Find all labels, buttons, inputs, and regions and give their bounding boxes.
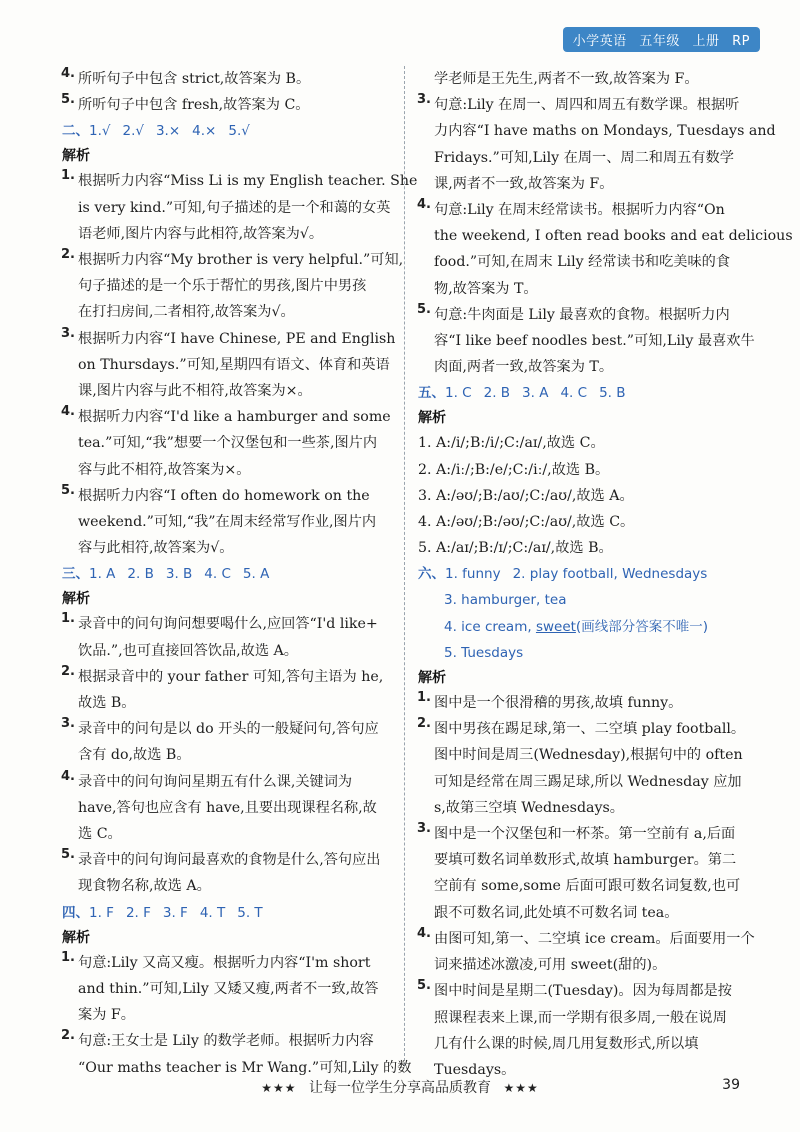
answer-key: 4. T [199, 904, 226, 921]
text-line: 物,故答案为 T。 [434, 280, 538, 297]
right-column [417, 66, 793, 1083]
answer-key: 5. T [237, 904, 263, 921]
answer-key: 2. play football, Wednesdays [512, 566, 708, 583]
item-number: 3. [417, 821, 431, 837]
answer-key: 1. A [89, 566, 116, 583]
text-line: 根据听力内容“My brother is very helpful.”可知, [78, 252, 404, 269]
item-number: 3. [61, 716, 75, 732]
phonetic-line: 2. A:/iː/;B:/e/;C:/iː/,故选 B。 [418, 461, 610, 478]
text-line: 空前有 some,some 后面可跟可数名词复数,也可 [434, 878, 741, 895]
text-line: 图中时间是周三(Wednesday),根据句中的 often [434, 747, 743, 764]
answer-key: 4. C [560, 385, 588, 402]
text-line: 容与此相符,故答案为√。 [78, 540, 234, 557]
left-column [61, 66, 418, 1081]
item-number: 4. [61, 66, 75, 81]
text-line: 学老师是王先生,两者不一致,故答案为 F。 [434, 71, 699, 87]
analysis-heading: 解析 [418, 670, 446, 687]
text-line: 案为 F。 [78, 1007, 135, 1024]
answer-key: 5. A [242, 566, 270, 583]
text-line: 词来描述冰激凌,可用 sweet(甜的)。 [434, 957, 667, 974]
answer-key: 1. C [445, 385, 472, 402]
text-line: 几有什么课的时候,周几用复数形式,所以填 [434, 1035, 699, 1052]
answer-key: 1. F [89, 904, 114, 921]
answer-key: 2.√ [122, 123, 144, 140]
header-badge [563, 27, 760, 52]
section-answers [418, 380, 750, 406]
section-label: 三、 [62, 566, 89, 583]
answer-item [62, 483, 392, 562]
item-number: 1. [417, 690, 431, 706]
footer-stars-left: ★★★ [261, 1081, 297, 1095]
phonetic-line: 4. A:/əʊ/;B:/əʊ/;C:/aʊ/,故选 C。 [418, 514, 635, 531]
text-line: 根据听力内容“I often do homework on the [78, 487, 370, 504]
text-line: 句意:王女士是 Lily 的数学老师。根据听力内容 [78, 1033, 374, 1050]
text-line: on Thursdays.”可知,星期四有语文、体育和英语 [78, 356, 390, 373]
text-line: 句子描述的是一个乐于帮忙的男孩,图片中男孩 [78, 278, 367, 295]
text-line: 含有 do,故选 B。 [78, 747, 191, 764]
answer-text: 4. ice cream, [444, 618, 536, 635]
text-line: is very kind.”可知,句子描述的是一个和蔼的女英 [78, 199, 391, 216]
answer-item [418, 978, 750, 1083]
text-line: food.”可知,在周末 Lily 经常读书和吃美味的食 [434, 254, 731, 271]
text-line: 由图可知,第一、二空填 ice cream。后面要用一个 [434, 930, 755, 947]
item-number: 2. [417, 716, 431, 732]
text-line: 课,两者不一致,故答案为 F。 [434, 175, 614, 192]
text-line: 力内容“I have maths on Mondays, Tuesdays and [434, 123, 776, 140]
column-divider [404, 66, 405, 1066]
grade-label: 五年级 [639, 34, 680, 49]
text-line: 现食物名称,故选 A。 [78, 878, 211, 895]
text-line: 句意:Lily 又高又瘦。根据听力内容“I'm short [78, 954, 371, 971]
text-line: s,故第三空填 Wednesdays。 [434, 799, 624, 816]
section-label: 二、 [62, 123, 89, 140]
subject-label: 小学英语 [572, 34, 627, 49]
text-line: have,答句也应含有 have,且要出现课程名称,故 [78, 799, 377, 816]
answer-item [417, 92, 776, 197]
item-number: 4. [417, 925, 431, 941]
answer-key: 1. funny [445, 566, 501, 583]
answer-item [417, 301, 755, 381]
text-line: “Our maths teacher is Mr Wang.”可知,Lily 的数 [78, 1059, 412, 1076]
item-number: 4. [61, 768, 75, 784]
answer-item [62, 611, 392, 663]
text-line: 故选 B。 [78, 695, 136, 712]
answer-item [61, 168, 418, 247]
phonetic-line: 3. A:/əʊ/;B:/aʊ/;C:/aʊ/,故选 A。 [418, 487, 634, 504]
item-number: 4. [417, 197, 431, 213]
text-line: 根据听力内容“I'd like a hamburger and some [78, 409, 391, 426]
answer-item [62, 404, 392, 483]
text-line: 句意:Lily 在周一、周四和周五有数学课。根据听 [434, 97, 740, 114]
answer-key: 3.× [155, 123, 181, 140]
item-number: 2. [61, 1028, 75, 1044]
answer-key: 1.√ [89, 123, 111, 140]
answer-key: 3. F [162, 904, 188, 921]
text-line: 根据听力内容“Miss Li is my English teacher. She [78, 173, 418, 190]
item-number: 5. [417, 301, 431, 317]
section-label: 六、 [418, 566, 445, 583]
text-line: Fridays.”可知,Lily 在周一、周二和周五有数学 [434, 149, 734, 166]
section-answers [62, 118, 392, 144]
text-line: 录音中的问句是以 do 开头的一般疑问句,答句应 [78, 721, 379, 738]
text-line: 图中时间是星期二(Tuesday)。因为每周都是按 [434, 983, 732, 1000]
answer-key: 2. B [127, 566, 154, 583]
text-line: 录音中的问句询问星期五有什么课,关键词为 [78, 773, 353, 790]
text-line: weekend.”可知,“我”在周末经常写作业,图片内 [78, 514, 377, 531]
item-number: 5. [61, 482, 75, 498]
answer-key: 3. B [165, 566, 193, 583]
answer-item [62, 92, 392, 118]
item-number: 2. [61, 663, 75, 679]
item-number: 3. [417, 92, 431, 108]
item-number: 4. [61, 404, 75, 420]
phonetic-line: 1. A:/i/;B:/i/;C:/aɪ/,故选 C。 [418, 435, 605, 452]
answer-key-line: 3. hamburger, tea [444, 592, 567, 609]
item-number: 1. [61, 168, 75, 184]
text-line: 选 C。 [78, 826, 122, 843]
answer-item [62, 664, 392, 716]
item-number: 2. [61, 247, 75, 263]
answer-note: (画线部分答案不唯一) [575, 618, 708, 635]
volume-label: 上册 [692, 34, 720, 49]
text-line: Tuesdays。 [434, 1061, 516, 1078]
footer-slogan: 让每一位学生分享高品质教育 [309, 1080, 491, 1096]
analysis-heading: 解析 [418, 410, 446, 427]
answer-item [417, 197, 793, 302]
section-answers [62, 561, 392, 587]
text-line: 录音中的问句询问想要喝什么,应回答“I'd like+ [78, 616, 378, 633]
text-line: 照课程表来上课,而一学期有很多周,一般在说周 [434, 1009, 727, 1026]
item-number: 5. [61, 92, 75, 108]
text-line: 在打扫房间,二者相符,故答案为√。 [78, 304, 295, 321]
answer-key: 2. F [125, 904, 151, 921]
answer-item [62, 847, 392, 899]
answer-key: 2. B [483, 385, 511, 402]
text-line: 语老师,图片内容与此相符,故答案为√。 [78, 225, 324, 242]
text-line: 容与此不相符,故答案为×。 [78, 461, 251, 478]
answer-item [61, 247, 404, 326]
text-line: 图中是一个很滑稽的男孩,故填 funny。 [434, 695, 683, 712]
text-line: and thin.”可知,Lily 又矮又瘦,两者不一致,故答 [78, 980, 379, 997]
answer-key: 3. A [522, 385, 549, 402]
answer-item [61, 325, 396, 405]
text-line: 跟不可数名词,此处填不可数名词 tea。 [434, 904, 679, 921]
answer-item [61, 1028, 412, 1080]
text-line: 可知是经常在周三踢足球,所以 Wednesday 应加 [434, 773, 742, 790]
text-line: 课,图片内容与此不相符,故答案为×。 [78, 383, 312, 400]
answer-item [62, 66, 392, 92]
text-line: 录音中的问句询问最喜欢的食物是什么,答句应出 [78, 852, 381, 869]
text-line: 饮品.”,也可直接回答饮品,故选 A。 [78, 642, 298, 659]
answer-item [418, 821, 750, 926]
answer-item [62, 769, 392, 848]
text-line: tea.”可知,“我”想要一个汉堡包和一些茶,图片内 [78, 435, 378, 452]
answer-key: 4. C [204, 566, 231, 583]
item-number: 1. [61, 949, 75, 965]
answer-key: 4.× [192, 123, 217, 140]
underlined-answer: sweet [535, 618, 576, 635]
text-line: 所听句子中包含 strict,故答案为 B。 [78, 71, 311, 87]
phonetic-line: 5. A:/aɪ/;B:/ɪ/;C:/aɪ/,故选 B。 [418, 540, 613, 557]
answer-item-continued [418, 66, 750, 92]
text-line: the weekend, I often read books and eat delicious [434, 228, 793, 245]
section-label: 五、 [418, 385, 445, 402]
section-label: 四、 [62, 904, 89, 921]
text-line: 容“I like beef noodles best.”可知,Lily 最喜欢牛 [434, 333, 755, 350]
section-answers [62, 900, 392, 926]
answer-item [418, 690, 750, 716]
answer-item [418, 716, 750, 821]
text-line: 根据听力内容“I have Chinese, PE and English [78, 330, 396, 347]
item-number: 1. [61, 611, 75, 627]
answer-key: 5.√ [228, 123, 250, 140]
item-number: 5. [61, 847, 75, 863]
answer-item [62, 950, 392, 1029]
text-line: 根据录音中的 your father 可知,答句主语为 he, [78, 668, 384, 685]
text-line: 肉面,两者一致,故答案为 T。 [434, 359, 614, 376]
text-line: 所听句子中包含 fresh,故答案为 C。 [78, 97, 310, 114]
footer [0, 1077, 800, 1097]
item-number: 5. [417, 978, 431, 994]
text-line: 要填可数名词单数形式,故填 hamburger。第二 [434, 852, 737, 869]
section-answers [418, 561, 750, 587]
text-line: 句意:Lily 在周末经常读书。根据听力内容“On [434, 202, 725, 219]
analysis-heading: 解析 [62, 591, 90, 608]
edition-label: RP [732, 34, 750, 49]
item-number: 3. [61, 325, 75, 341]
answer-key-line: 5. Tuesdays [444, 644, 524, 661]
footer-stars-right: ★★★ [503, 1081, 539, 1095]
text-line: 句意:牛肉面是 Lily 最喜欢的食物。根据听力内 [434, 306, 730, 323]
answer-key-line [418, 614, 750, 640]
answer-item [62, 716, 392, 768]
answer-key: 5. B [599, 385, 626, 402]
text-line: 图中男孩在踢足球,第一、二空填 play football。 [434, 721, 746, 738]
analysis-heading: 解析 [62, 148, 90, 165]
answer-item [417, 925, 755, 978]
text-line: 图中是一个汉堡包和一杯茶。第一空前有 a,后面 [434, 826, 736, 843]
analysis-heading: 解析 [62, 929, 90, 946]
page-number: 39 [722, 1077, 740, 1093]
